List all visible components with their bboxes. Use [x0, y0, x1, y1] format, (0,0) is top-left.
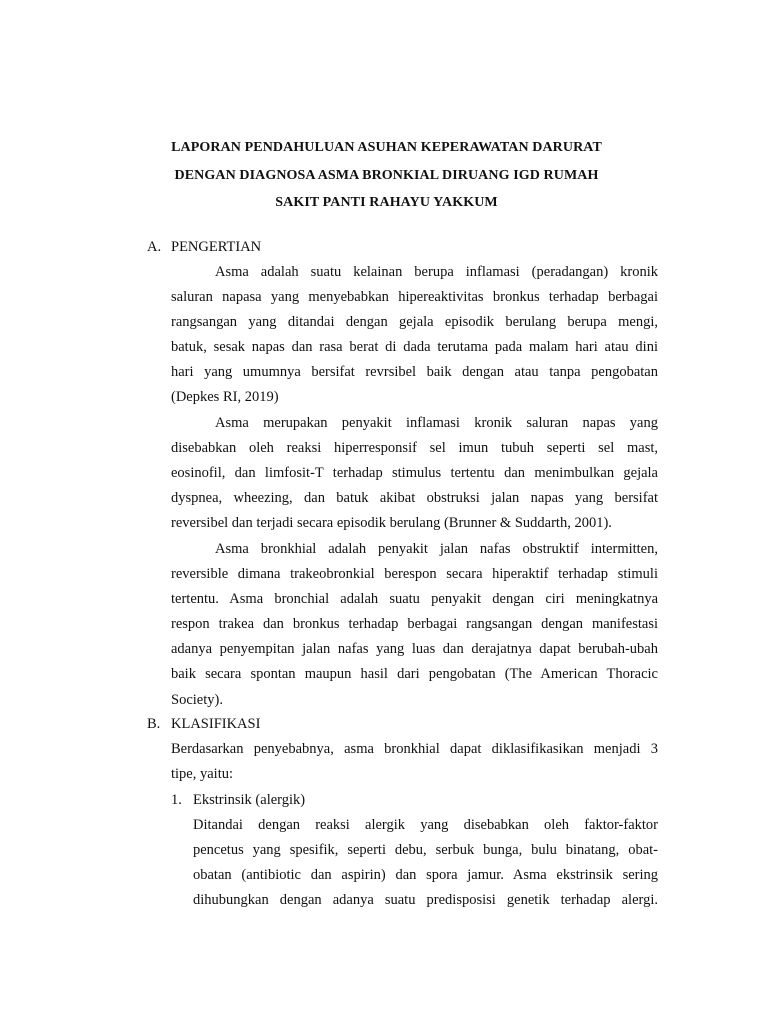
list-item-ekstrinsik-text: [193, 813, 658, 913]
section-a-marker: A.: [147, 239, 162, 255]
paragraph-line: Berdasarkan penyebabnya, asma bronkhial dapat diklasifikasikan menjadi 3: [171, 741, 658, 757]
section-a-heading: [147, 235, 261, 260]
paragraph-line: tipe, yaitu:: [171, 766, 234, 783]
section-b-intro: [171, 737, 658, 787]
paragraph-line: baik secara spontan maupun hasil dari pengobatan (The American Thoracic: [171, 666, 658, 683]
section-b-title: KLASIFIKASI: [171, 716, 261, 732]
paragraph-line: hari yang umumnya bersifat revrsibel baik dengan atau tanpa pengobatan: [171, 364, 658, 381]
paragraph-line: Ditandai dengan reaksi alergik yang disebabkan oleh faktor-faktor: [193, 817, 658, 833]
paragraph-line: Asma adalah suatu kelainan berupa inflamasi (peradangan) kronik: [215, 264, 658, 280]
paragraph-line: respon trakea dan bronkus terhadap berbagai rangsangan dengan manifestasi: [171, 616, 658, 633]
title-line: LAPORAN PENDAHULUAN ASUHAN KEPERAWATAN DARURAT: [171, 140, 602, 155]
paragraph-line: Society).: [171, 691, 223, 708]
paragraph-line: rangsangan yang ditandai dengan gejala episodik berulang berupa mengi,: [171, 314, 658, 331]
paragraph-line: Asma merupakan penyakit inflamasi kronik saluran napas yang: [215, 415, 658, 431]
section-a-paragraph-1: [171, 260, 658, 411]
title-line: DENGAN DIAGNOSA ASMA BRONKIAL DIRUANG IGD RUMAH: [174, 167, 599, 183]
paragraph-line: eosinofil, dan limfosit-T terhadap stimulus tertentu dan menimbulkan gejala: [171, 465, 658, 482]
section-a-paragraph-3: [171, 537, 658, 713]
paragraph-line: pencetus yang spesifik, seperti debu, serbuk bunga, bulu binatang, obat-: [193, 842, 658, 859]
paragraph-line: tertentu. Asma bronchial adalah suatu penyakit dengan ciri meningkatnya: [171, 591, 658, 608]
paragraph-line: reversibel dan terjadi secara episodik berulang (Brunner & Suddarth, 2001).: [171, 515, 612, 532]
paragraph-line: adanya penyempitan jalan nafas yang luas dan derajatnya dapat berubah-ubah: [171, 641, 658, 658]
paragraph-line: obatan (antibiotic dan aspirin) dan spora jamur. Asma ekstrinsik sering: [193, 867, 658, 884]
document-title: [140, 134, 633, 217]
paragraph-line: (Depkes RI, 2019): [171, 389, 279, 406]
paragraph-line: dihubungkan dengan adanya suatu predisposisi genetik terhadap alergi.: [193, 892, 658, 909]
paragraph-line: dyspnea, wheezing, dan batuk akibat obstruksi jalan napas yang bersifat: [171, 490, 658, 507]
list-item-label: Ekstrinsik (alergik): [193, 792, 306, 808]
paragraph-line: Asma bronkhial adalah penyakit jalan nafas obstruktif intermitten,: [215, 541, 658, 557]
list-item-number: 1.: [171, 792, 182, 808]
paragraph-line: reversible dimana trakeobronkial berespon secara hiperaktif terhadap stimuli: [171, 566, 658, 583]
paragraph-line: saluran napasa yang menyebabkan hipereaktivitas bronkus terhadap berbagai: [171, 289, 658, 306]
title-line: SAKIT PANTI RAHAYU YAKKUM: [275, 195, 498, 210]
list-item-ekstrinsik: [171, 788, 305, 813]
section-b-marker: B.: [147, 716, 161, 732]
section-a-title: PENGERTIAN: [171, 239, 262, 255]
paragraph-line: disebabkan oleh reaksi hiperresponsif sel imun tubuh seperti sel mast,: [171, 440, 658, 457]
section-b-heading: [147, 712, 260, 737]
section-a-paragraph-2: [171, 411, 658, 536]
paragraph-line: batuk, sesak napas dan rasa berat di dada terutama pada malam hari atau dini: [171, 339, 658, 356]
